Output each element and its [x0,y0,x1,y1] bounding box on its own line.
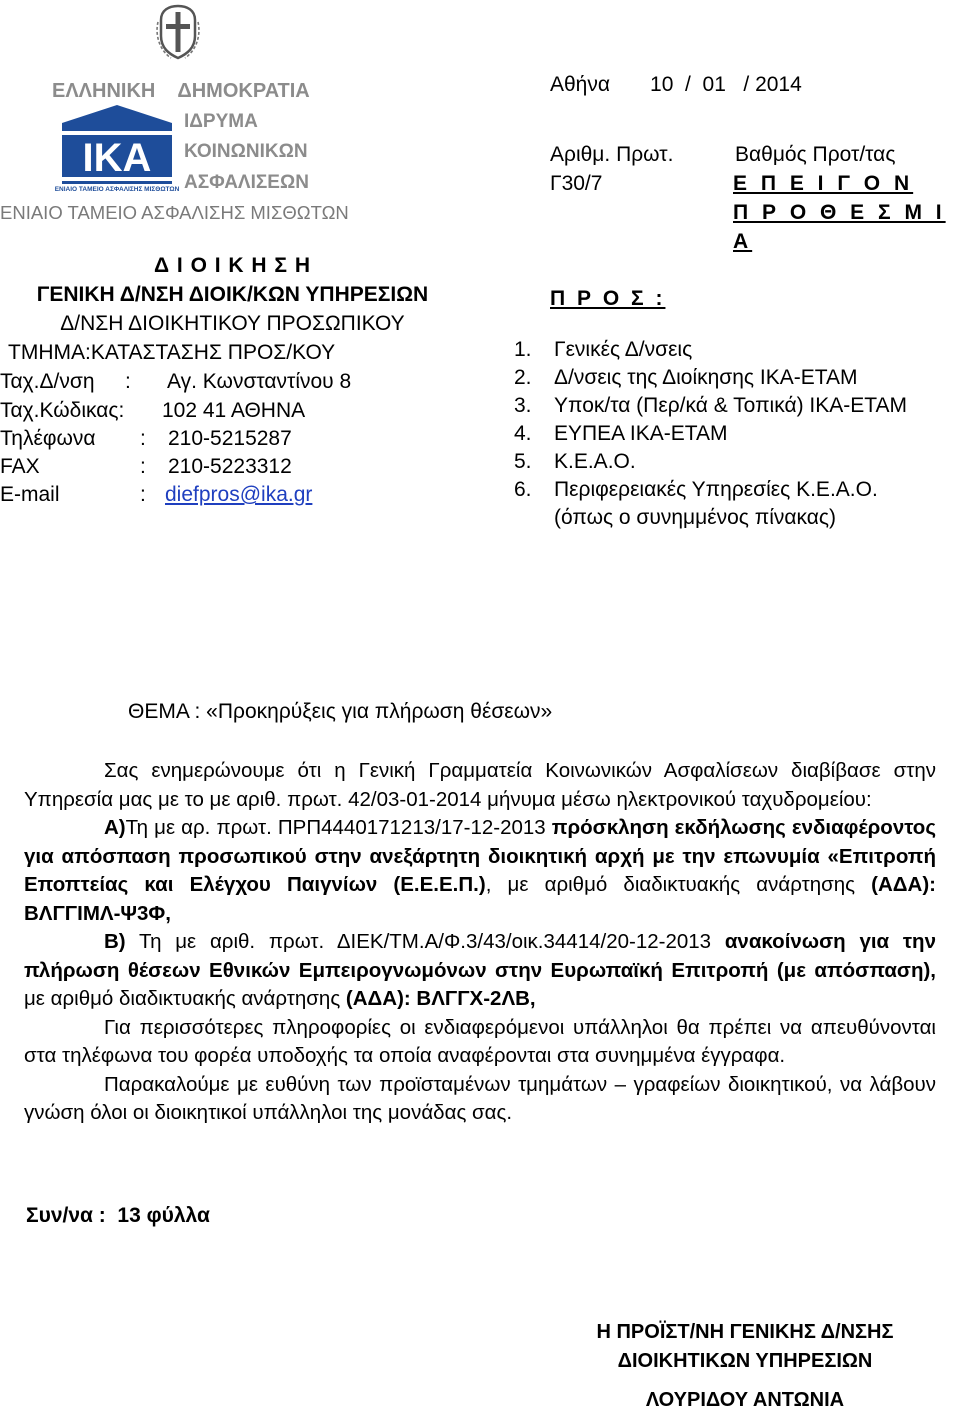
priority-deadline: Π Ρ Ο Θ Ε Σ Μ Ι Α [733,201,946,253]
recipients-list [514,336,944,532]
request-paragraph: Παρακαλούμε με ευθύνη των προϊσταμένων τμημάτων – γραφείων διοικητικού, να λάβουν γνώση όλοι οι διοικητικοί υπάλληλοι της μονάδας σας. [24,1072,936,1124]
info-paragraph: Για περισσότερες πληροφορίες οι ενδιαφερόμενοι υπάλληλοι θα πρέπει να απευθύνονται στα τηλέφωνα του φορέα υποδοχής τα οποία αναφέρονται στα συνημμένα έγγραφα. [24,1015,936,1067]
postal-row: Ταχ.Κώδικας: 102 41 ΑΘΗΝΑ [0,399,306,422]
subject-line: ΘΕΜΑ : «Προκηρύξεις για πλήρωση θέσεων» [128,700,553,723]
greek-coat-of-arms-icon [155,2,201,60]
signature-name: ΛΟΥΡΙΔΟΥ ΑΝΤΩΝΙΑ [645,1389,845,1411]
institute-word-3: ΑΣΦΑΛΙΣΕΩΝ [184,172,309,193]
recipients-note: (όπως ο συνημμένος πίνακας) [554,506,837,529]
administration-heading: Δ Ι Ο Ι Κ Η Σ Η [153,254,312,277]
list-item: 2. Δ/νσεις της Διοίκησης ΙΚΑ-ΕΤΑΜ [514,366,858,389]
svg-text:ΙΚΑ: ΙΚΑ [82,136,152,180]
item-b-paragraph: Β) Τη με αριθ. πρωτ. ΔΙΕΚ/ΤΜ.Α/Φ.3/43/οικ.34414/20-12-2013 ανακοίνωση για την πλήρωση θέσεων Εθνικών Εμπειρογνωμόνων στην Ευρωπαϊκή Επιτροπή (με απόσπαση), με αριθμό διαδικτυακής ανάρτησης (ΑΔΑ): ΒΛΓΓΧ-2ΛΒ, [24,930,936,1010]
signature-title-1: Η ΠΡΟΪΣΤ/ΝΗ ΓΕΝΙΚΗΣ Δ/ΝΣΗΣ [596,1321,894,1343]
protocol-number: Γ30/7 [550,172,603,195]
protocol-label: Αριθμ. Πρωτ. [550,143,674,166]
date-line: Αθήνα 10 / 01 / 2014 [550,73,802,96]
address-row: Ταχ.Δ/νση : Αγ. Κωνσταντίνου 8 [0,370,352,393]
priority-urgent: Ε Π Ε Ι Γ Ο Ν [733,172,914,195]
list-item: 4. ΕΥΠΕΑ ΙΚΑ-ΕΤΑΜ [514,422,728,445]
signature-title-2: ΔΙΟΙΚΗΤΙΚΩΝ ΥΠΗΡΕΣΙΩΝ [617,1350,873,1372]
institute-word-2: ΚΟΙΝΩΝΙΚΩΝ [184,141,308,162]
svg-text:ΕΝΙΑΙΟ ΤΑΜΕΙΟ ΑΣΦΑΛΙΣΗΣ ΜΙΣΘΩΤ: ΕΝΙΑΙΟ ΤΑΜΕΙΟ ΑΣΦΑΛΙΣΗΣ ΜΙΣΘΩΤΩΝ [54,186,180,193]
intro-paragraph: Σας ενημερώνουμε ότι η Γενική Γραμματεία Κοινωνικών Ασφαλίσεων διαβίβασε στην Υπηρεσία μας με το με αριθ. πρωτ. 42/03-01-2014 μήνυμα μέσω ηλεκτρονικού ταχυδρομείου: [24,759,936,811]
list-item: 6. Περιφερειακές Υπηρεσίες Κ.Ε.Α.Ο. [514,478,878,501]
enclosures-line: Συν/να : 13 φύλλα [26,1204,210,1227]
list-item: 3. Υποκ/τα (Περ/κά & Τοπικά) ΙΚΑ-ΕΤΑΜ [514,394,908,417]
general-directorate: ΓΕΝΙΚΗ Δ/ΝΣΗ ΔΙΟΙΚ/ΚΩΝ ΥΠΗΡΕΣΙΩΝ [36,283,429,306]
institute-word-1: ΙΔΡΥΜΑ [184,111,258,132]
priority-label: Βαθμός Προτ/τας [735,143,896,166]
department: ΤΜΗΜΑ:ΚΑΤΑΣΤΑΣΗΣ ΠΡΟΣ/ΚΟΥ [8,341,336,364]
fax-row: FAX : 210-5223312 [0,455,292,478]
item-a-paragraph: Α)Τη με αρ. πρωτ. ΠΡΠ4440171213/17-12-2013 πρόσκληση εκδήλωσης ενδιαφέροντος για απόσπαση προσωπικού στην ανεξάρτητη διοικητική αρχή με την επωνυμία «Επιτροπή Εποπτείας και Ελέγχου Παιγνίων (Ε.Ε.Ε.Π.), με αριθμό διαδικτυακής ανάρτησης (ΑΔΑ): ΒΛΓΓΙΜΛ-Ψ3Φ, [24,816,936,925]
letter-body [24,757,936,1128]
republic-heading: ΕΛΛΗΝΙΚΗ ΔΗΜΟΚΡΑΤΙΑ [52,80,310,102]
phone-row: Τηλέφωνα : 210-5215287 [0,427,292,450]
email-link[interactable]: diefpros@ika.gr [165,483,313,506]
list-item: 1. Γενικές Δ/νσεις [514,338,693,361]
recipients-label: Π Ρ Ο Σ : [550,287,666,310]
email-row: E-mail : diefpros@ika.gr [0,483,313,506]
list-item: 5. Κ.Ε.Α.Ο. [514,450,636,473]
fund-name: ΕΝΙΑΙΟ ΤΑΜΕΙΟ ΑΣΦΑΛΙΣΗΣ ΜΙΣΘΩΤΩΝ [0,202,349,223]
directorate: Δ/ΝΣΗ ΔΙΟΙΚΗΤΙΚΟΥ ΠΡΟΣΩΠΙΚΟΥ [60,312,405,335]
ika-logo [54,105,180,193]
